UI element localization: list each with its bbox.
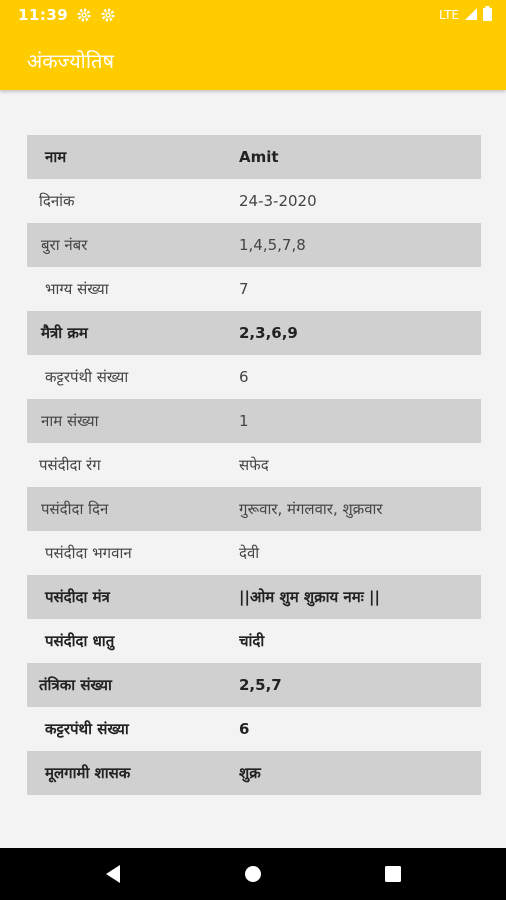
status-bar bbox=[0, 0, 506, 30]
battery-icon bbox=[483, 6, 492, 25]
row-label: मूलगामी शासक bbox=[45, 764, 131, 782]
row-label: कट्टरपंथी संख्या bbox=[45, 720, 129, 738]
row-label: पसंदीदा दिन bbox=[41, 500, 109, 518]
home-icon[interactable] bbox=[233, 854, 273, 894]
network-type-label: LTE bbox=[439, 8, 459, 22]
recents-icon[interactable] bbox=[373, 854, 413, 894]
row-label: भाग्य संख्या bbox=[45, 280, 109, 298]
info-table bbox=[27, 135, 481, 795]
row-label: पसंदीदा धातु bbox=[45, 632, 115, 650]
row-value: 1,4,5,7,8 bbox=[239, 236, 306, 254]
table-row bbox=[27, 663, 481, 707]
table-row bbox=[27, 179, 481, 223]
row-value: ||ओम शुम शुक्राय नमः || bbox=[239, 588, 380, 606]
row-label: पसंदीदा मंत्र bbox=[45, 588, 110, 606]
row-value: 7 bbox=[239, 280, 249, 298]
row-value: 6 bbox=[239, 368, 249, 386]
row-label: कट्टरपंथी संख्या bbox=[45, 368, 129, 386]
row-label: नाम bbox=[45, 148, 67, 166]
row-value: देवी bbox=[239, 544, 260, 562]
table-row bbox=[27, 399, 481, 443]
table-row bbox=[27, 223, 481, 267]
signal-icon bbox=[464, 6, 478, 25]
navigation-bar bbox=[0, 848, 506, 900]
row-label: मैत्री क्रम bbox=[41, 324, 88, 342]
table-row bbox=[27, 267, 481, 311]
table-row bbox=[27, 135, 481, 179]
row-value: 2,5,7 bbox=[239, 676, 282, 694]
table-row bbox=[27, 575, 481, 619]
row-value: गुरूवार, मंगलवार, शुक्रवार bbox=[239, 500, 383, 518]
row-label: तंत्रिका संख्या bbox=[39, 676, 112, 694]
app-bar bbox=[0, 30, 506, 90]
back-icon[interactable] bbox=[93, 854, 133, 894]
row-value: 1 bbox=[239, 412, 249, 430]
table-row bbox=[27, 619, 481, 663]
table-row bbox=[27, 751, 481, 795]
gear-icon bbox=[76, 7, 92, 23]
table-row bbox=[27, 487, 481, 531]
row-value: 6 bbox=[239, 720, 250, 738]
table-row bbox=[27, 707, 481, 751]
row-label: नाम संख्या bbox=[41, 412, 99, 430]
row-value: Amit bbox=[239, 148, 279, 166]
row-label: पसंदीदा रंग bbox=[39, 456, 101, 474]
row-value: 24-3-2020 bbox=[239, 192, 317, 210]
row-value: शुक्र bbox=[239, 764, 261, 782]
row-label: दिनांक bbox=[39, 192, 75, 210]
status-time: 11:39 bbox=[18, 6, 69, 24]
row-value: सफेद bbox=[239, 456, 269, 474]
row-label: बुरा नंबर bbox=[41, 236, 88, 254]
gear-icon bbox=[100, 7, 116, 23]
table-row bbox=[27, 531, 481, 575]
table-row bbox=[27, 311, 481, 355]
table-row bbox=[27, 355, 481, 399]
table-row bbox=[27, 443, 481, 487]
app-title: अंकज्योतिष bbox=[27, 48, 114, 73]
row-label: पसंदीदा भगवान bbox=[45, 544, 132, 562]
row-value: 2,3,6,9 bbox=[239, 324, 298, 342]
row-value: चांदी bbox=[239, 632, 265, 650]
